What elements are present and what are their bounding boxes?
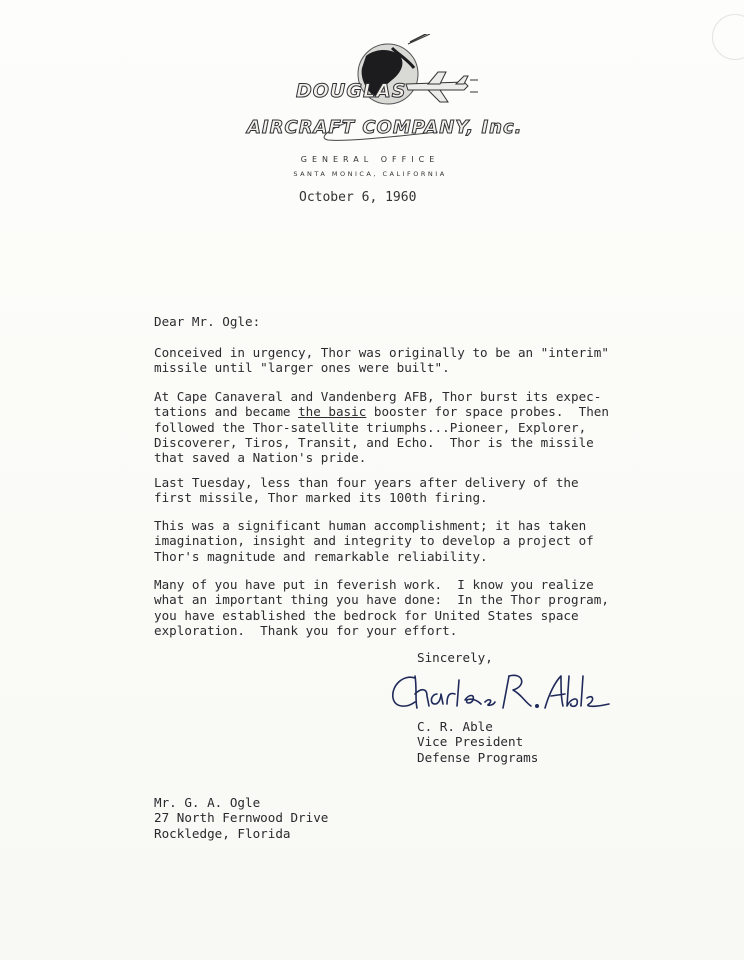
- paragraph-1: [154, 345, 609, 376]
- brand-name-top: DOUGLAS: [296, 80, 407, 102]
- text-line: what an important thing you have done: In the Thor program,: [154, 592, 609, 608]
- text-fragment: tations and became: [154, 404, 299, 420]
- text-line: exploration. Thank you for your effort.: [154, 622, 458, 638]
- letter-date: October 6, 1960: [299, 190, 417, 205]
- text-line: Discoverer, Tiros, Transit, and Echo. Thor is the missile: [154, 434, 594, 450]
- recipient-city: Rockledge, Florida: [154, 825, 291, 841]
- signer-title: Vice President: [417, 734, 524, 750]
- recipient-street: 27 North Fernwood Drive: [154, 810, 329, 826]
- paragraph-3: [154, 475, 579, 506]
- signer-name: C. R. Able: [417, 719, 493, 734]
- text-line: imagination, insight and integrity to develop a project of: [154, 533, 594, 549]
- page-corner-mark: [712, 14, 744, 60]
- text-fragment: booster for space probes. Then: [366, 404, 609, 420]
- paragraph-2: [154, 389, 609, 465]
- text-line: Last Tuesday, less than four years after delivery of the: [154, 475, 579, 490]
- signer-department: Defense Programs: [417, 749, 539, 765]
- text-line: missile until "larger ones were built".: [154, 360, 450, 376]
- brand-name-bottom: AIRCRAFT COMPANY, Inc.: [247, 117, 523, 138]
- recipient-address: [154, 795, 328, 841]
- text-line: Thor's magnitude and remarkable reliability.: [154, 548, 488, 564]
- text-line: you have established the bedrock for United States space: [154, 607, 579, 623]
- salutation: Dear Mr. Ogle:: [154, 314, 261, 329]
- text-line: Many of you have put in feverish work. I know you realize: [154, 577, 594, 592]
- text-line: that saved a Nation's pride.: [154, 450, 367, 466]
- text-line: This was a significant human accomplishment; it has taken: [154, 518, 587, 533]
- text-line: followed the Thor-satellite triumphs...Pioneer, Explorer,: [154, 419, 587, 435]
- handwritten-signature: [385, 664, 615, 720]
- paragraph-4: [154, 518, 594, 564]
- recipient-name: Mr. G. A. Ogle: [154, 795, 261, 810]
- paragraph-5: [154, 577, 609, 638]
- office-label: GENERAL OFFICE: [300, 155, 440, 164]
- office-location: SANTA MONICA, CALIFORNIA: [293, 170, 447, 178]
- signer-block: [417, 719, 538, 765]
- text-line: Conceived in urgency, Thor was originally to be an "interim": [154, 345, 609, 360]
- closing: Sincerely,: [417, 650, 493, 665]
- text-line: [154, 404, 609, 419]
- text-line: first missile, Thor marked its 100th firing.: [154, 490, 488, 506]
- underlined-phrase: the basic: [298, 404, 367, 420]
- text-line: At Cape Canaveral and Vandenberg AFB, Thor burst its expec-: [154, 389, 602, 404]
